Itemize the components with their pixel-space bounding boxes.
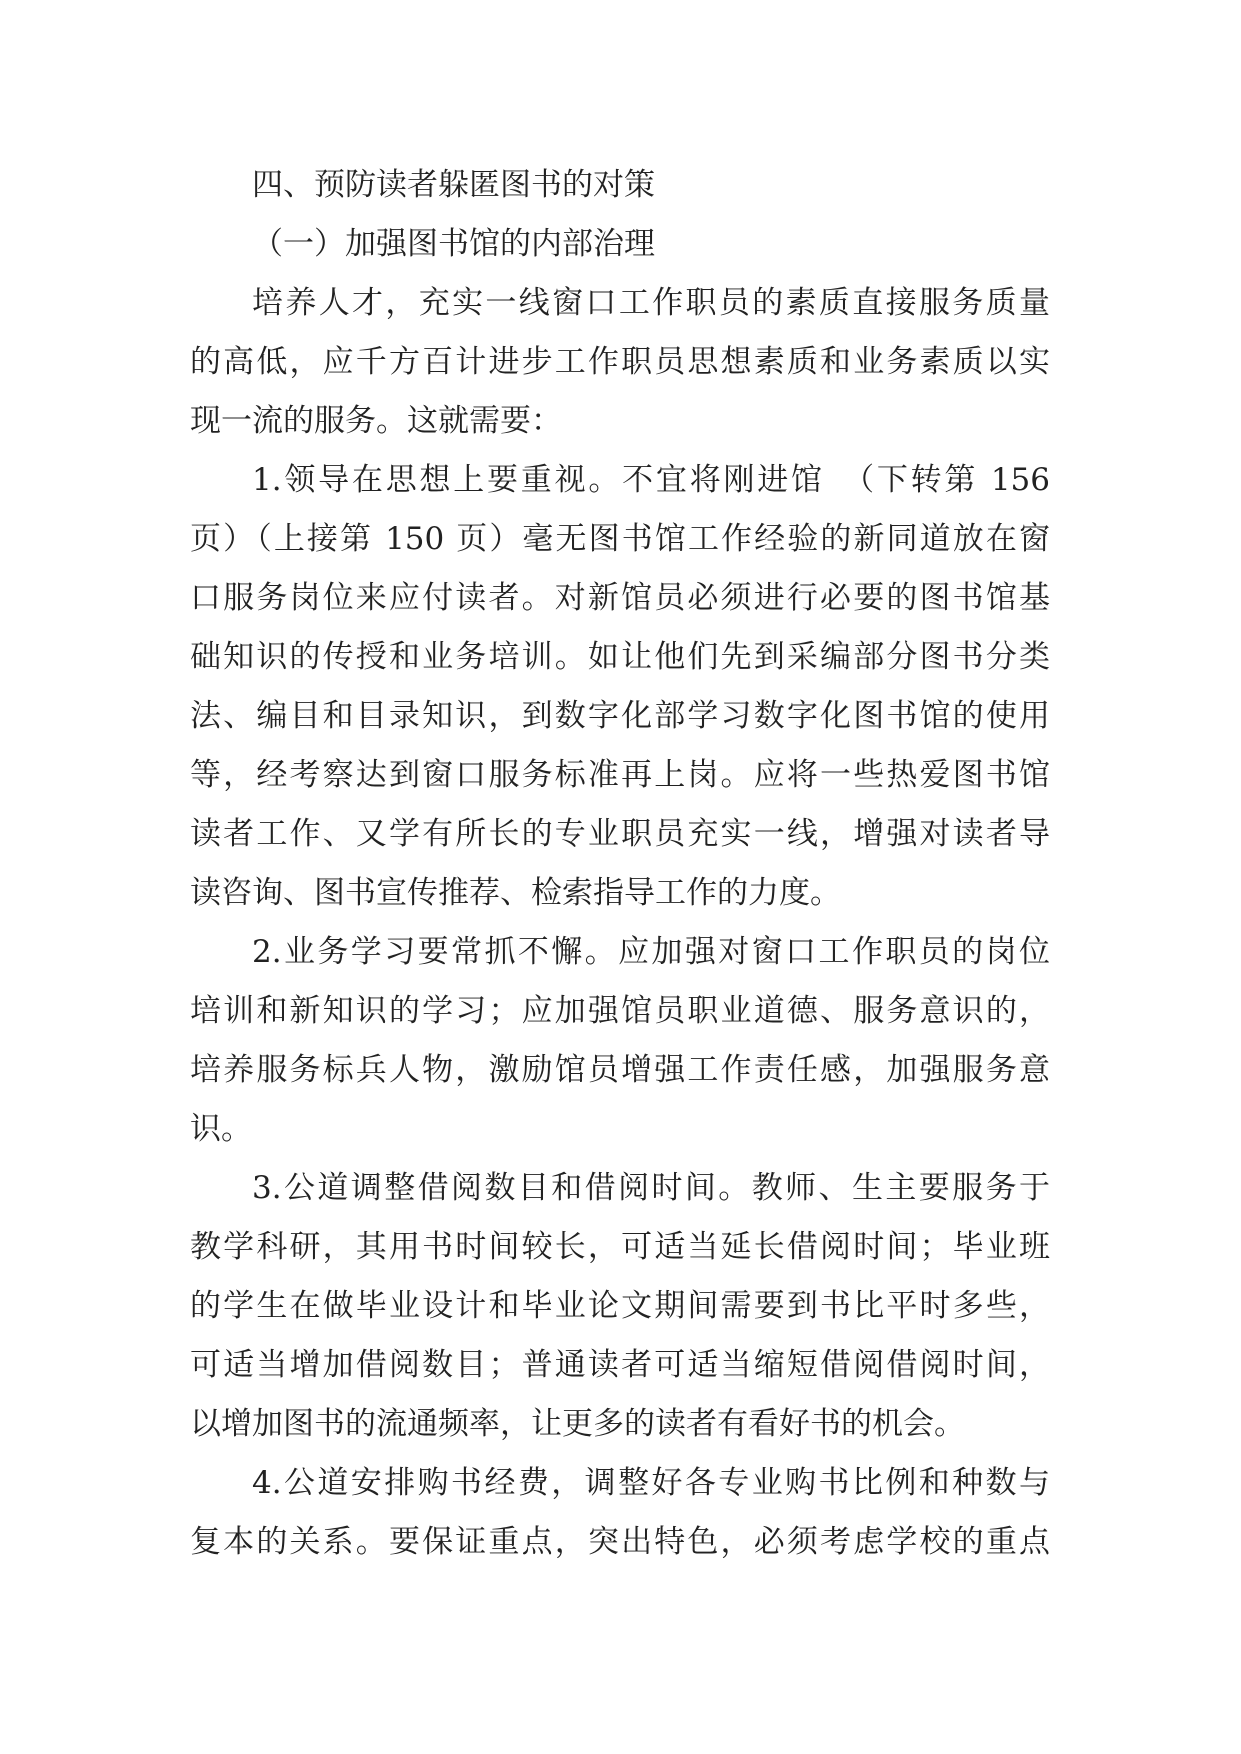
paragraph-line: 培养人才，充实一线窗口工作职员的素质直接服务质量 [252,285,1050,321]
paragraph-line: 教学科研，其用书时间较长，可适当延长借阅时间；毕业班 [190,1229,1050,1265]
paragraph-line: 读咨询、图书宣传推荐、检索指导工作的力度。 [190,875,841,911]
paragraph-line: 读者工作、又学有所长的专业职员充实一线，增强对读者导 [190,816,1050,852]
paragraph-line: 的高低，应千方百计进步工作职员思想素质和业务素质以实 [190,344,1050,380]
paragraph-line: 2.业务学习要常抓不懈。应加强对窗口工作职员的岗位 [252,934,1050,970]
paragraph-line: 现一流的服务。这就需要： [190,403,562,439]
paragraph-line: 法、编目和目录知识，到数字化部学习数字化图书馆的使用 [190,698,1050,734]
paragraph-line: 等，经考察达到窗口服务标准再上岗。应将一些热爱图书馆 [190,757,1050,793]
paragraph-line: 可适当增加借阅数目；普通读者可适当缩短借阅借阅时间， [190,1347,1050,1383]
paragraph-line: 识。 [190,1111,252,1147]
paragraph-line: 口服务岗位来应付读者。对新馆员必须进行必要的图书馆基 [190,580,1050,616]
document-body [190,156,1050,1572]
paragraph-line: 以增加图书的流通频率，让更多的读者有看好书的机会。 [190,1406,965,1442]
paragraph-line: 复本的关系。要保证重点，突出特色，必须考虑学校的重点 [190,1524,1050,1560]
paragraph-line: 页）（上接第 150 页）毫无图书馆工作经验的新同道放在窗 [190,521,1050,557]
paragraph-line: 4.公道安排购书经费，调整好各专业购书比例和种数与 [252,1465,1050,1501]
paragraph-line: 3.公道调整借阅数目和借阅时间。教师、生主要服务于 [252,1170,1050,1206]
paragraph-line: 1.领导在思想上要重视。不宜将刚进馆 （下转第 156 [252,462,1050,498]
paragraph-line: 的学生在做毕业设计和毕业论文期间需要到书比平时多些， [190,1288,1050,1324]
paragraph-line: 培训和新知识的学习；应加强馆员职业道德、服务意识的， [190,993,1050,1029]
paragraph-line: 培养服务标兵人物，激励馆员增强工作责任感，加强服务意 [190,1052,1050,1088]
section-heading: 四、预防读者躲匿图书的对策 [252,167,655,203]
paragraph-line: 础知识的传授和业务培训。如让他们先到采编部分图书分类 [190,639,1050,675]
subsection-heading: （一）加强图书馆的内部治理 [252,226,655,262]
